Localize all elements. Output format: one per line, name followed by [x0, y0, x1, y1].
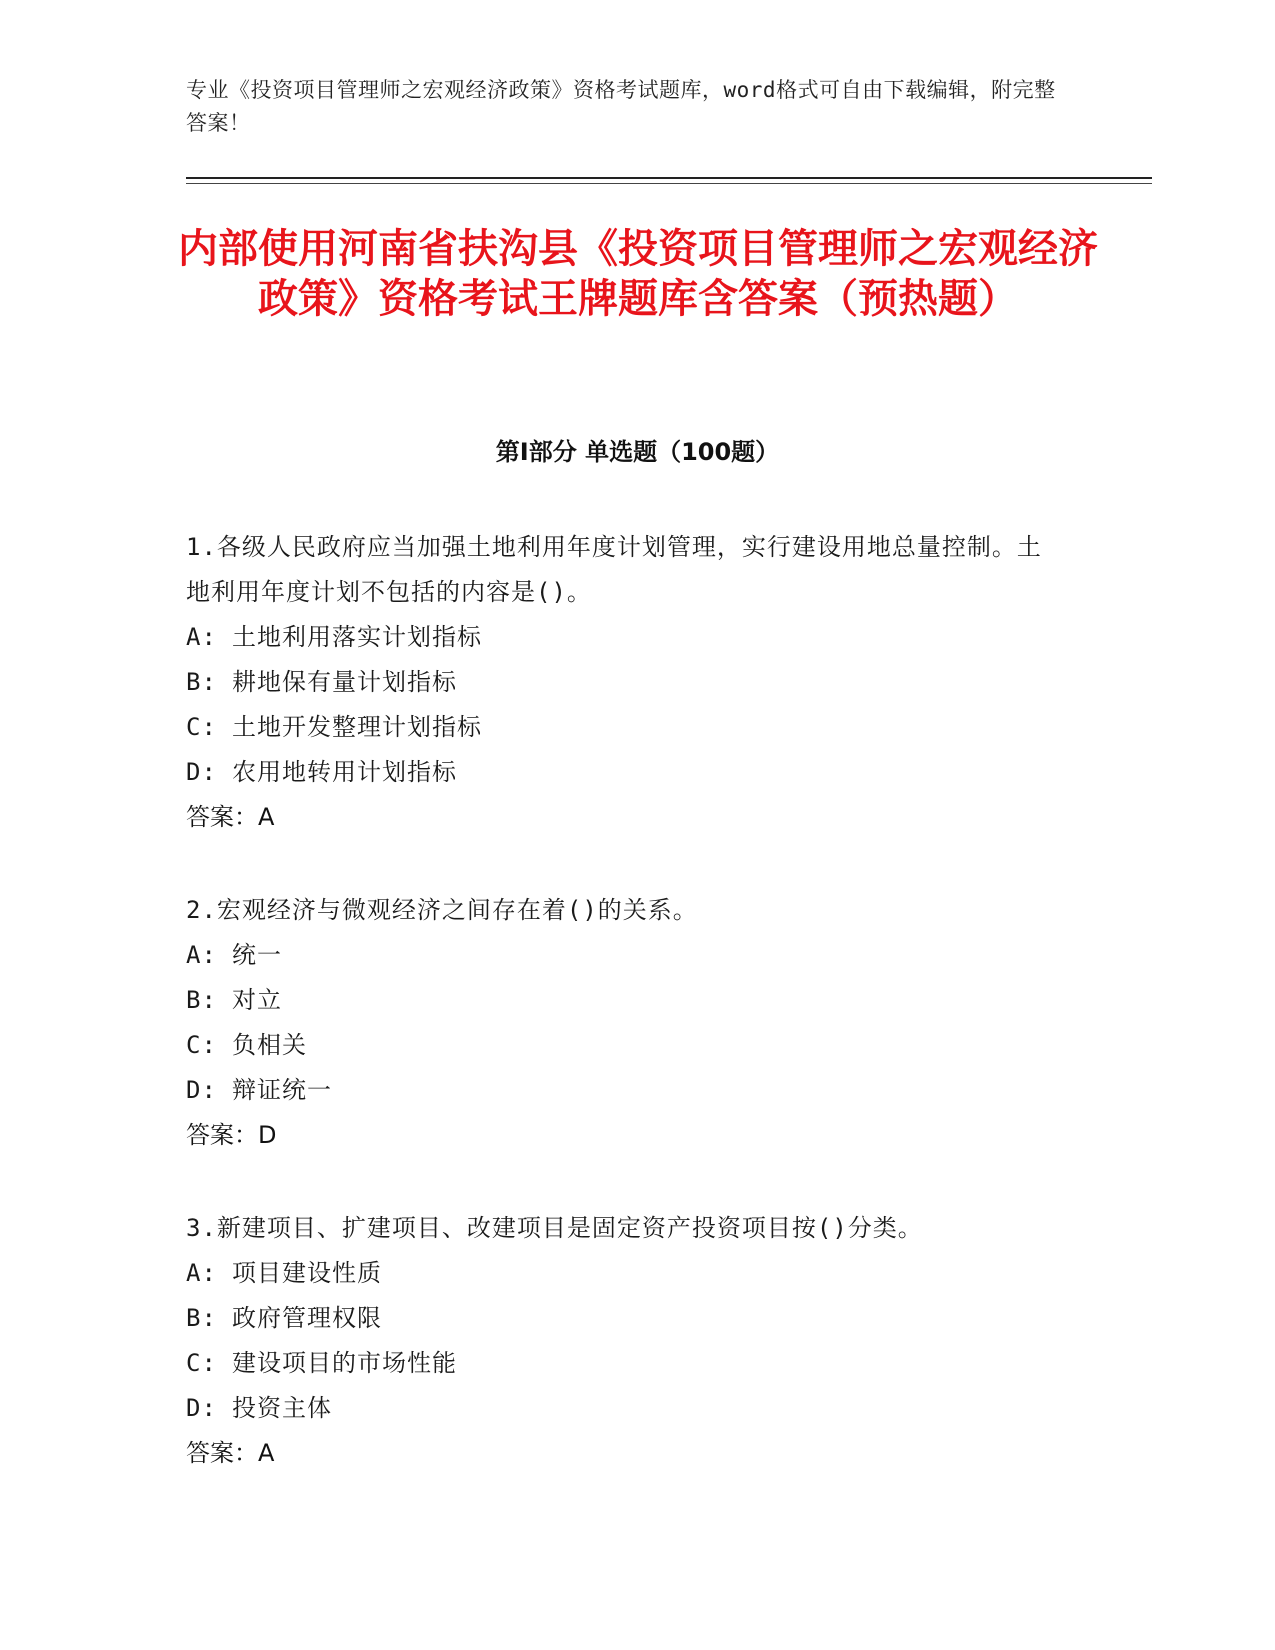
option-letter: B:: [186, 668, 217, 696]
option-text: 土地开发整理计划指标: [232, 713, 482, 741]
option-letter: A:: [186, 941, 217, 969]
header-divider-thin: [186, 183, 1152, 184]
question-1: [186, 525, 1066, 840]
option-a: [186, 1251, 1066, 1296]
option-d: [186, 750, 1066, 795]
answer-line: 答案：A: [186, 1439, 275, 1467]
option-a: [186, 933, 1066, 978]
option-letter: A:: [186, 1259, 217, 1287]
answer-line: 答案：A: [186, 803, 275, 831]
option-text: 对立: [232, 986, 282, 1014]
option-b: [186, 660, 1066, 705]
section-heading: 第Ⅰ部分 单选题（100题）: [495, 438, 780, 466]
option-letter: D:: [186, 758, 217, 786]
option-c: [186, 1023, 1066, 1068]
option-text: 建设项目的市场性能: [232, 1349, 457, 1377]
option-text: 项目建设性质: [232, 1259, 382, 1287]
option-text: 耕地保有量计划指标: [232, 668, 457, 696]
option-letter: D:: [186, 1076, 217, 1104]
option-b: [186, 1296, 1066, 1341]
option-text: 投资主体: [232, 1394, 332, 1422]
option-d: [186, 1386, 1066, 1431]
answer-line: 答案：D: [186, 1121, 277, 1149]
option-text: 土地利用落实计划指标: [232, 623, 482, 651]
option-text: 负相关: [232, 1031, 307, 1059]
question-stem: 2.宏观经济与微观经济之间存在着()的关系。: [186, 896, 698, 924]
option-text: 统一: [232, 941, 282, 969]
option-d: [186, 1068, 1066, 1113]
option-letter: A:: [186, 623, 217, 651]
option-c: [186, 705, 1066, 750]
option-letter: C:: [186, 1031, 217, 1059]
question-stem: 3.新建项目、扩建项目、改建项目是固定资产投资项目按()分类。: [186, 1214, 923, 1242]
option-letter: C:: [186, 713, 217, 741]
option-a: [186, 615, 1066, 660]
option-text: 辩证统一: [232, 1076, 332, 1104]
option-letter: B:: [186, 986, 217, 1014]
question-2: [186, 888, 1066, 1158]
option-text: 农用地转用计划指标: [232, 758, 457, 786]
option-letter: C:: [186, 1349, 217, 1377]
option-letter: D:: [186, 1394, 217, 1422]
option-text: 政府管理权限: [232, 1304, 382, 1332]
document-title: 内部使用河南省扶沟县《投资项目管理师之宏观经济政策》资格考试王牌题库含答案（预热题）: [178, 226, 1098, 322]
option-b: [186, 978, 1066, 1023]
option-letter: B:: [186, 1304, 217, 1332]
question-list: [186, 525, 1066, 1524]
header-note: 专业《投资项目管理师之宏观经济政策》资格考试题库，word格式可自由下载编辑，附完整答案！: [186, 78, 1056, 135]
question-stem: 1.各级人民政府应当加强土地利用年度计划管理，实行建设用地总量控制。土地利用年度计划不包括的内容是()。: [186, 533, 1042, 606]
header-divider-thick: [186, 177, 1152, 179]
question-3: [186, 1206, 1066, 1476]
option-c: [186, 1341, 1066, 1386]
